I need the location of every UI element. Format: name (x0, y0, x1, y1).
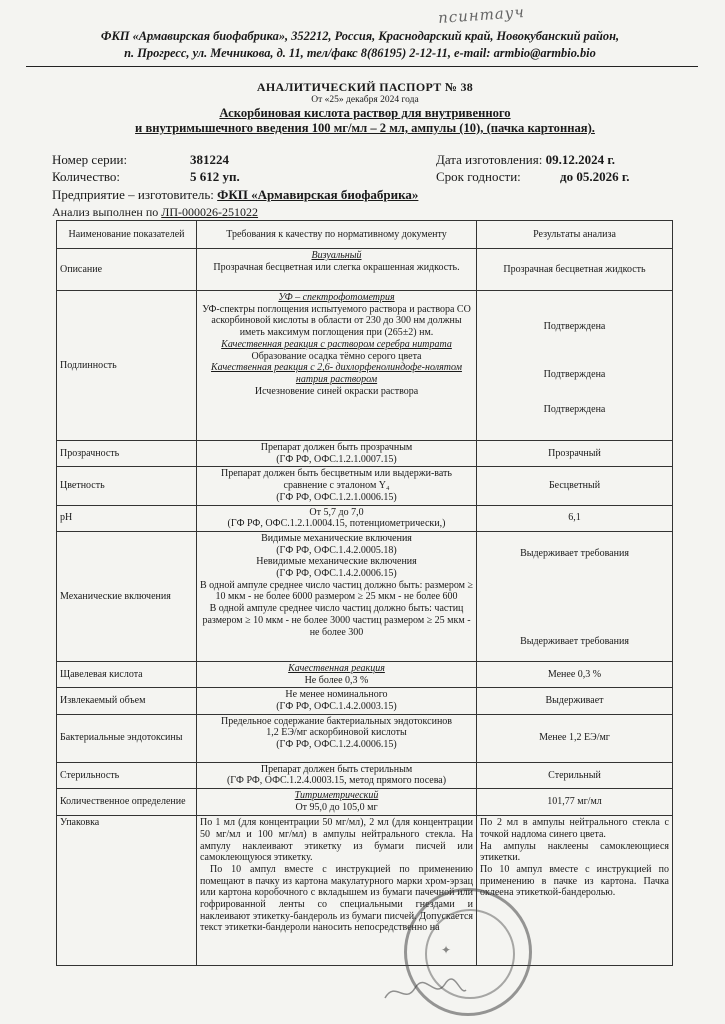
header-name: Наименование показателей (57, 221, 197, 249)
method-label: Титриметрический (294, 790, 379, 802)
requirement-text: Исчезновение синей окраски раствора (254, 385, 419, 397)
title-block (60, 80, 670, 136)
letterhead-line-2: п. Прогресс, ул. Мечникова, д. 11, тел/факс 8(86195) 2-12-11, e-mail: armbio@armbio.bio (124, 46, 596, 60)
signature-scribble (380, 970, 470, 1010)
requirement-ref: (ГФ РФ, ОФС.1.4.2.0005.18) (276, 544, 397, 556)
series-label: Номер серии: (52, 152, 128, 167)
row-result: Прозрачный (477, 441, 673, 467)
row-requirements (197, 688, 477, 714)
letterhead (40, 28, 680, 62)
requirement-ref: (ГФ РФ, ОФС.1.2.1.0007.15) (276, 453, 397, 465)
result-ampoule: По 2 мл в ампулы нейтрального стекла с точкой надлома синего цвета. (480, 817, 669, 840)
table-row-sterility (57, 762, 673, 788)
row-result: 6,1 (477, 505, 673, 531)
table-row-assay (57, 789, 673, 816)
row-requirements (197, 531, 477, 661)
row-requirements (197, 291, 477, 441)
row-requirements (197, 762, 477, 788)
requirement-text: Препарат должен быть стерильным (260, 763, 413, 775)
requirement-text: Прозрачная бесцветная или слегка окрашенная жидкость. (213, 261, 460, 273)
manufactured-value: 09.12.2024 г. (545, 152, 616, 167)
table-row-mechanical (57, 531, 673, 661)
seal-center-mark: ✦ (441, 943, 452, 957)
series-value: 381224 (190, 152, 229, 167)
maker-label: Предприятие – изготовитель: (52, 187, 214, 202)
row-requirements (197, 505, 477, 531)
requirement-text: По 1 мл (для концентрации 50 мг/мл), 2 мл (для концентрации 50 мг/мл и 100 мг/мл) в ампулы нейтрального стекла. На ампулу наклеивают этикетку из бумаги писчей или самоклеющуюся этикетку. (200, 817, 473, 864)
requirement-ref: (ГФ РФ, ОФС.1.4.2.0006.15) (276, 568, 397, 580)
requirement-text: Предельное содержание бактериальных эндотоксинов (220, 715, 453, 727)
product-name-line-1: Аскорбиновая кислота раствор для внутривенного (219, 106, 511, 120)
maker-row (52, 187, 418, 203)
row-requirements (197, 249, 477, 291)
table-row-ph (57, 505, 673, 531)
expiry-value: до 05.2026 г. (560, 169, 630, 184)
requirement-ref: (ГФ РФ, ОФС.1.2.4.0006.15) (276, 739, 397, 751)
row-requirements (197, 467, 477, 505)
row-result (477, 531, 673, 661)
requirement-text: Не более 0,3 % (304, 674, 369, 686)
analysis-row (52, 204, 258, 220)
result-invisible: Выдерживает требования (520, 635, 629, 647)
requirement-text: Не менее номинального (285, 689, 388, 701)
letterhead-line-1: ФКП «Армавирская биофабрика», 352212, Россия, Краснодарский край, Новокубанский район, (100, 29, 620, 43)
series-row (52, 152, 229, 168)
expiry-row (436, 169, 630, 185)
requirement-ref: (ГФ РФ, ОФС.1.2.1.0004.15, потенциометрически,) (227, 518, 446, 530)
requirement-text: УФ-спектры поглощения испытуемого раствора и раствора СО аскорбиновой кислоты в области от 230 до 300 нм должны иметь максимум поглощения при (265±2) нм. (202, 303, 471, 339)
row-name: Цветность (57, 467, 197, 505)
row-result: Стерильный (477, 762, 673, 788)
document-date: От «25» декабря 2024 года (311, 95, 419, 105)
row-name: Количественное определение (57, 789, 197, 816)
requirement-text: В одной ампуле среднее число частиц должно быть: частиц размером ≥ 10 мкм - не более 3000 частиц размером ≥ 25 мкм - не более 300 (202, 603, 471, 638)
quantity-label: Количество: (52, 169, 121, 184)
table-row-endotoxins (57, 714, 673, 762)
requirement-text: 1,2 ЕЭ/мг аскорбиновой кислоты (266, 727, 407, 739)
result-label: На ампулы наклеены самоклеющиеся этикетки. (480, 840, 669, 864)
row-result: Бесцветный (477, 467, 673, 505)
header-requirements: Требования к качеству по нормативному документу (197, 221, 477, 249)
table-row-volume (57, 688, 673, 714)
document-title: АНАЛИТИЧЕСКИЙ ПАСПОРТ № 38 (256, 80, 474, 94)
row-requirements (197, 661, 477, 687)
requirement-ref: (ГФ РФ, ОФС.1.2.4.0003.15, метод прямого посева) (226, 775, 447, 787)
header-results: Результаты анализа (477, 221, 673, 249)
manufactured-label: Дата изготовления: (436, 152, 543, 167)
maker-value: ФКП «Армавирская биофабрика» (217, 187, 419, 202)
row-name: Подлинность (57, 291, 197, 441)
row-name: Извлекаемый объем (57, 688, 197, 714)
handwritten-note: псинтауч (437, 2, 526, 28)
analysis-value: ЛП-000026-251022 (161, 205, 259, 219)
row-result: Прозрачная бесцветная жидкость (477, 249, 673, 291)
row-name: Описание (57, 249, 197, 291)
row-result: Менее 1,2 ЕЭ/мг (477, 714, 673, 762)
manufactured-row (436, 152, 615, 168)
row-name: Бактериальные эндотоксины (57, 714, 197, 762)
result-uv: Подтверждена (543, 321, 606, 332)
table-row-packaging (57, 816, 673, 966)
table-row-description (57, 249, 673, 291)
table-row-transparency (57, 441, 673, 467)
method-label: Визуальный (311, 250, 362, 261)
row-name: pH (57, 505, 197, 531)
requirement-text: По 10 ампул вместе с инструкцией по применению помещают в пачку из картона макулатурного марки хром-эрзац или картона коробочного с вкладышем из бумаги пачечной или гофрированной ленты со специальными гнездами и наклеивают этикетку-бандероль из бумаги писчей. Допускается текст этикетки-бандероли наносить непосредственно на (200, 863, 473, 934)
method-label: Качественная реакция (288, 662, 385, 674)
row-name: Механические включения (57, 531, 197, 661)
requirement-text: Препарат должен быть прозрачным (260, 442, 413, 453)
row-requirements (197, 441, 477, 467)
letterhead-divider (26, 66, 698, 67)
requirement-ref: (ГФ РФ, ОФС.1.2.1.0006.15) (276, 491, 397, 503)
requirement-ref: (ГФ РФ, ОФС.1.4.2.0003.15) (276, 701, 397, 713)
analysis-table (56, 220, 673, 966)
result-dichlor: Подтверждена (543, 404, 606, 416)
table-row-oxalic (57, 661, 673, 687)
table-header-row (57, 221, 673, 249)
expiry-label: Срок годности: (436, 169, 521, 184)
row-name: Упаковка (57, 816, 197, 966)
row-result: Выдерживает (477, 688, 673, 714)
product-name-line-2: и внутримышечного введения 100 мг/мл – 2 мл, ампулы (10), (пачка картонная). (135, 121, 595, 135)
row-name: Щавелевая кислота (57, 661, 197, 687)
requirement-text: Образование осадка тёмно серого цвета (251, 350, 422, 362)
row-requirements (197, 714, 477, 762)
result-silver: Подтверждена (543, 368, 606, 380)
row-result: Менее 0,3 % (477, 661, 673, 687)
method-label: Качественная реакция с 2,6- дихлорфенолиндофе-нолятом натрия раствором (211, 362, 462, 385)
requirement-text: Видимые механические включения (261, 532, 412, 544)
method-label: УФ – спектрофотометрия (278, 292, 395, 303)
requirement-text: От 5,7 до 7,0 (309, 506, 364, 518)
requirement-text: В одной ампуле среднее число частиц должно быть: размером ≥ 10 мкм - не более 6000 размером ≥ 25 мкм - не более 600 (200, 579, 473, 603)
result-pack: По 10 ампул вместе с инструкцией по применению в пачке из картона. Пачка оклеена этикеткой-бандеролью. (480, 863, 669, 899)
requirement-text: От 95,0 до 105,0 мг (295, 801, 378, 813)
requirement-text: Препарат должен быть бесцветным или выдержи-вать сравнение с эталоном Y₄ (220, 468, 452, 492)
analysis-label: Анализ выполнен по (52, 205, 159, 219)
row-result (477, 291, 673, 441)
quantity-row (52, 169, 240, 185)
table-row-color (57, 467, 673, 505)
quantity-value: 5 612 уп. (190, 169, 240, 184)
row-result: 101,77 мг/мл (477, 789, 673, 816)
table-row-identity (57, 291, 673, 441)
row-requirements (197, 789, 477, 816)
row-name: Стерильность (57, 762, 197, 788)
result-visible: Выдерживает требования (520, 547, 629, 559)
requirement-text: Невидимые механические включения (256, 556, 417, 568)
method-label: Качественная реакция с раствором серебра нитрата (221, 338, 452, 350)
row-name: Прозрачность (57, 441, 197, 467)
